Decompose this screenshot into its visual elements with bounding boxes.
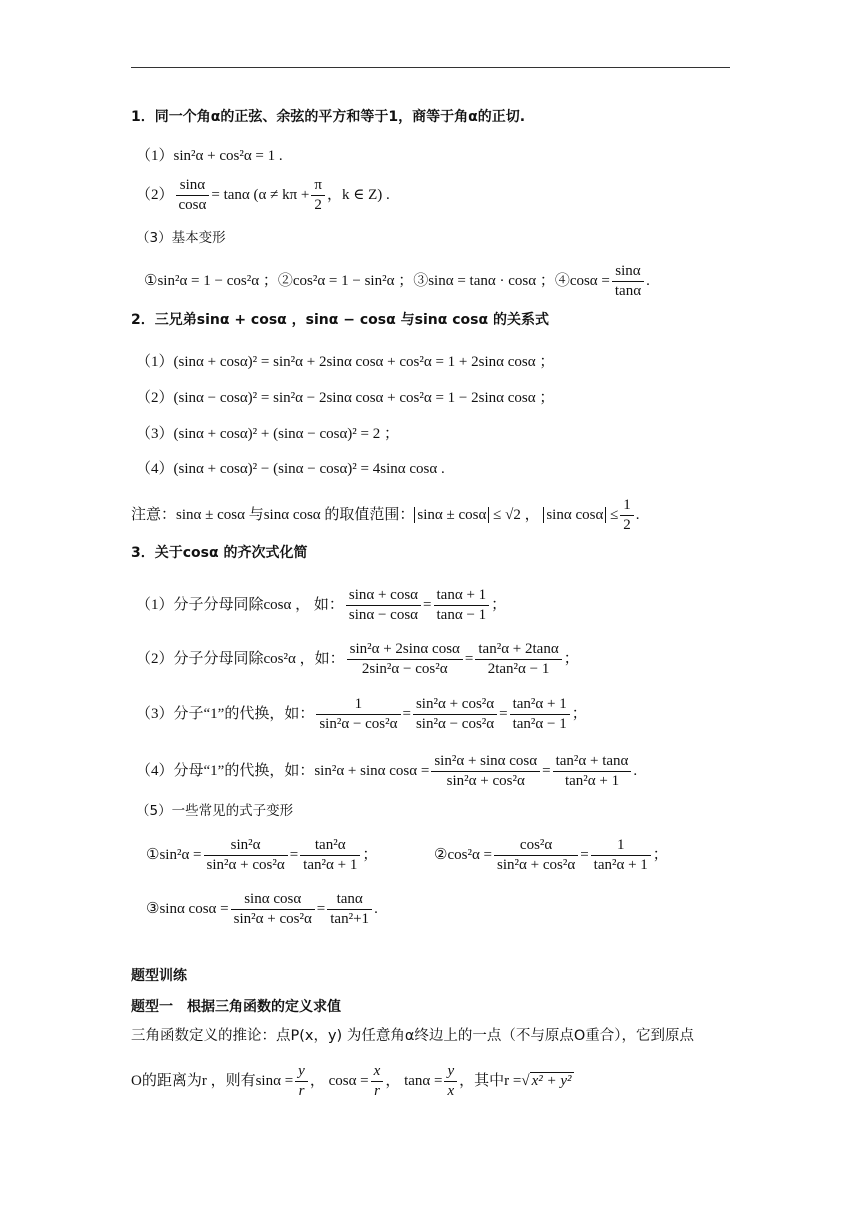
form-end: ；	[652, 846, 668, 863]
type-1-paragraph-line-1: 三角函数定义的推论：点P(x，y) 为任意角α终边上的一点（不与原点O重合），它到原点	[131, 1028, 695, 1044]
fraction	[371, 1062, 384, 1101]
numerator: tan²α + tanα	[553, 752, 632, 772]
item-end: ；	[491, 596, 507, 613]
form-end: ；	[362, 846, 378, 863]
denominator: tan²+1	[330, 911, 370, 927]
fraction	[327, 890, 372, 929]
fraction	[295, 1062, 308, 1101]
denominator: sin²α − cos²α	[415, 716, 495, 732]
section-2-item-3: （3）(sinα + cosα)² + (sinα − cosα)² = 2 ；	[136, 426, 399, 442]
section-1-item-3: （3）基本变形	[136, 230, 226, 246]
item-4-label: （4）分母“1”的代换，如：sin²α + sinα cosα =	[136, 762, 430, 779]
section-1-heading: 1．同一个角α的正弦、余弦的平方和等于1，商等于角α的正切.	[131, 109, 526, 125]
fraction	[204, 836, 288, 875]
denominator: 2sin²α − cos²α	[361, 661, 448, 677]
form-lhs: ②cos²α =	[434, 846, 493, 863]
sqrt-icon: √	[521, 1072, 530, 1089]
numerator: y	[295, 1062, 308, 1082]
fraction	[494, 836, 578, 875]
denominator: tan²α + 1	[593, 857, 648, 873]
section-3-heading: 3．关于cosα 的齐次式化简	[131, 545, 308, 561]
section-3-item-3: （3）分子“1”的代换，如： $\frac{1}{\text{sin²α − cos²α}}$ = $\frac{\text{sin²α + cos²α}}{\text{sin²α − cos²α}}$ = $\frac{\text{tan²α + 1}}{\text{tan²α − 1}}$ ；	[136, 696, 587, 732]
item-2-label: （2）	[136, 186, 174, 203]
basic-forms-text: ①sin²α = 1 − cos²α ；②cos²α = 1 − sin²α ；③sinα = tanα · cosα ；④cosα =	[144, 272, 610, 289]
numerator: cos²α	[494, 836, 578, 856]
fraction	[444, 1062, 457, 1101]
pi-over-2-fraction	[311, 176, 325, 215]
denominator: 2	[314, 197, 322, 213]
denominator: r	[374, 1083, 380, 1099]
denominator: sinα − cosα	[348, 607, 419, 623]
form-lhs: ③sinα cosα =	[146, 900, 229, 917]
denominator: sin²α − cos²α	[319, 716, 398, 732]
numerator: sin²α + cos²α	[413, 695, 497, 715]
item-2-end: ，k ∈ Z) .	[326, 186, 390, 203]
item-2-middle: = tanα (α ≠ kπ +	[211, 186, 310, 203]
sin-over-tan-fraction	[612, 262, 644, 301]
fraction	[510, 695, 570, 734]
section-3-item-5: （5）一些常见的式子变形	[136, 803, 294, 819]
section-2-item-4: （4）(sinα + cosα)² − (sinα − cosα)² = 4sinα cosα .	[136, 461, 445, 477]
header-rule	[131, 67, 730, 68]
fraction	[316, 695, 400, 734]
fraction	[231, 890, 315, 929]
type-1-heading: 题型一 根据三角函数的定义求值	[131, 999, 341, 1015]
text: ， cosα =	[309, 1072, 369, 1089]
common-form-2: ②cos²α = $\frac{\text{cos²α}}{\text{sin²α + cos²α}}$ = $\frac{1}{\text{tan²α + 1}}$ ；	[434, 837, 668, 873]
numerator: x	[371, 1062, 384, 1082]
section-3-item-2: （2）分子分母同除cos²α ，如： $\frac{\text{sin²α + 2sinα cosα}}{\text{2sin²α − cos²α}}$ = $\frac{\text{tan²α + 2tanα}}{\text{2tan²α − 1}}$ ；	[136, 641, 579, 677]
numerator: sin²α + sinα cosα	[431, 752, 540, 772]
text: ，其中r =	[459, 1072, 522, 1089]
fraction	[346, 586, 421, 625]
fraction	[431, 752, 540, 791]
denominator: tan²α − 1	[512, 716, 567, 732]
denominator: tan²α + 1	[303, 857, 358, 873]
denominator: cosα	[178, 197, 207, 213]
denominator: x	[447, 1083, 455, 1099]
practice-heading: 题型训练	[131, 968, 187, 984]
numerator: sin²α	[204, 836, 288, 856]
denominator: sin²α + cos²α	[206, 857, 285, 873]
numerator: sinα cosα	[231, 890, 315, 910]
numerator: 1	[591, 836, 651, 856]
item-2-label: （2）分子分母同除cos²α ，如：	[136, 650, 345, 667]
numerator: tan²α + 2tanα	[475, 640, 561, 660]
section-3-item-1: （1）分子分母同除cosα ， 如： $\frac{\sin\alpha + \cos\alpha}{\sin\alpha - \cos\alpha}$ = $\frac{\tan\alpha + 1}{\tan\alpha - 1}$ ；	[136, 587, 507, 623]
note-le: ≤	[610, 506, 619, 523]
type-1-paragraph-line-2	[131, 1062, 574, 1101]
denominator: 2	[623, 517, 631, 533]
denominator: 2tan²α − 1	[487, 661, 550, 677]
fraction	[434, 586, 490, 625]
form-lhs: ①sin²α =	[146, 846, 202, 863]
numerator: sin²α + 2sinα cosα	[347, 640, 463, 660]
forms-end: .	[646, 272, 650, 289]
section-1-item-1: （1）sin²α + cos²α = 1 .	[136, 148, 283, 164]
note-bound-1: ≤ √2 ，	[493, 506, 540, 523]
text: O的距离为r ，则有sinα =	[131, 1072, 294, 1089]
numerator: 1	[316, 695, 400, 715]
numerator: sinα	[612, 262, 644, 282]
fraction	[553, 752, 632, 791]
item-end: ；	[571, 705, 587, 722]
abs-product-expression: sinα cosα	[543, 507, 606, 523]
numerator: tanα + 1	[434, 586, 490, 606]
note-end: .	[635, 506, 640, 523]
note-text: 注意：sinα ± cosα 与sinα cosα 的取值范围：	[131, 506, 415, 523]
numerator: tan²α + 1	[510, 695, 570, 715]
fraction	[475, 640, 561, 679]
denominator: tanα	[614, 283, 642, 299]
numerator: y	[444, 1062, 457, 1082]
item-3-label: （3）分子“1”的代换，如：	[136, 705, 315, 722]
numerator: 1	[620, 496, 634, 516]
section-1-item-3-forms	[144, 262, 650, 301]
item-end: .	[633, 762, 638, 779]
item-end: ；	[563, 650, 579, 667]
numerator: tanα	[327, 890, 372, 910]
section-1-item-2	[136, 176, 390, 215]
denominator: r	[298, 1083, 305, 1099]
numerator: sinα	[176, 176, 210, 196]
denominator: tan²α + 1	[564, 773, 620, 789]
form-end: .	[374, 900, 378, 917]
item-1-label: （1）分子分母同除cosα ， 如：	[136, 596, 344, 613]
fraction	[300, 836, 360, 875]
sin-over-cos-fraction	[176, 176, 210, 215]
numerator: sinα + cosα	[346, 586, 421, 606]
denominator: tanα − 1	[436, 607, 487, 623]
text: ， tanα =	[385, 1072, 443, 1089]
denominator: sin²α + cos²α	[497, 857, 576, 873]
fraction	[347, 640, 463, 679]
section-2-heading: 2．三兄弟sinα + cosα ，sinα − cosα 与sinα cosα 的关系式	[131, 312, 549, 328]
common-form-1: ①sin²α = $\frac{\text{sin²α}}{\text{sin²α + cos²α}}$ = $\frac{\text{tan²α}}{\text{tan²α + 1}}$ ；	[146, 837, 378, 873]
fraction	[413, 695, 497, 734]
section-2-item-1: （1）(sinα + cosα)² = sin²α + 2sinα cosα + cos²α = 1 + 2sinα cosα ；	[136, 354, 555, 370]
numerator: π	[311, 176, 325, 196]
abs-sum-expression: sinα ± cosα	[414, 507, 489, 523]
section-2-item-2: （2）(sinα − cosα)² = sin²α − 2sinα cosα + cos²α = 1 − 2sinα cosα ；	[136, 390, 555, 406]
denominator: sin²α + cos²α	[233, 911, 312, 927]
fraction	[591, 836, 651, 875]
sqrt-radicand: x² + y²	[531, 1072, 572, 1089]
denominator: sin²α + cos²α	[446, 773, 525, 789]
common-form-3: ③sinα cosα = $\frac{\text{sinα cosα}}{\text{sin²α + cos²α}}$ = $\frac{\tan\alpha}{\text{tan²+1}}$ .	[146, 891, 378, 927]
section-2-note	[131, 496, 640, 535]
numerator: tan²α	[300, 836, 360, 856]
one-half-fraction	[620, 496, 634, 535]
section-3-item-4: （4）分母“1”的代换，如：sin²α + sinα cosα = $\frac{\text{sin²α + sinα cosα}}{\text{sin²α + cos²α}}$ = $\frac{\text{tan²α + tanα}}{\text{tan²α + 1}}$ .	[136, 753, 638, 789]
